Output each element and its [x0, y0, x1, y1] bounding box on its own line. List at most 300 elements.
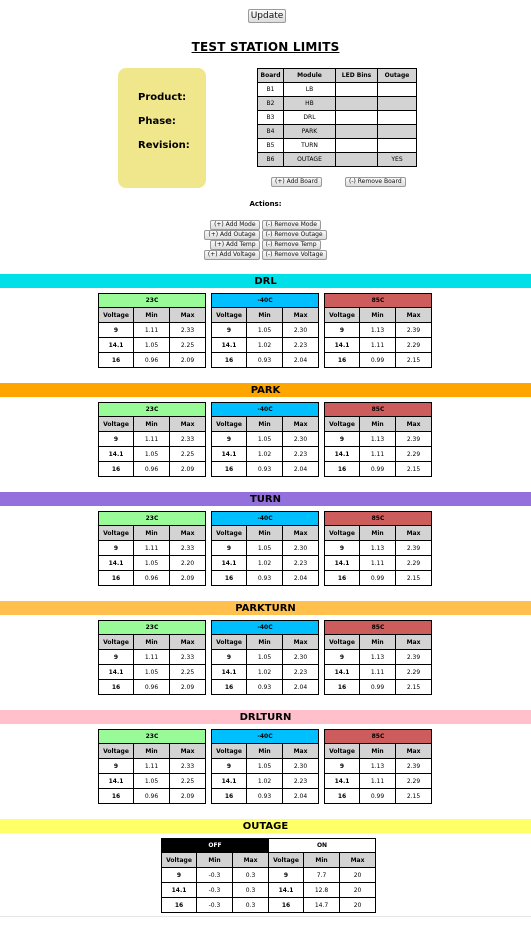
col-voltage: Voltage	[325, 526, 360, 541]
min-cell[interactable]: 1.05	[134, 338, 170, 353]
voltage-cell[interactable]: 16	[325, 680, 360, 695]
column-header-row	[162, 853, 269, 868]
temp-header-row	[212, 621, 319, 635]
col-min: Min	[134, 308, 170, 323]
limits-table-outage-off	[161, 838, 269, 913]
min-cell[interactable]: 1.13	[360, 323, 396, 338]
col-min: Min	[360, 308, 396, 323]
board-led-bins[interactable]	[336, 153, 378, 167]
voltage-cell[interactable]: 16	[162, 898, 197, 913]
max-cell[interactable]: 2.33	[170, 541, 206, 556]
max-cell[interactable]: 2.39	[396, 759, 432, 774]
board-module[interactable]: PARK	[284, 125, 336, 139]
min-cell[interactable]: -0.3	[197, 868, 233, 883]
col-max: Max	[233, 853, 269, 868]
voltage-cell[interactable]: 16	[212, 462, 247, 477]
voltage-cell[interactable]: 16	[99, 571, 134, 586]
voltage-cell[interactable]: 14.1	[325, 774, 360, 789]
max-cell[interactable]: 2.39	[396, 323, 432, 338]
min-cell[interactable]: 0.96	[134, 462, 170, 477]
section-header-park: PARK	[0, 383, 531, 397]
limit-row	[162, 898, 269, 913]
temp-label: 85C	[325, 730, 432, 744]
min-cell[interactable]: 1.05	[247, 323, 283, 338]
voltage-cell[interactable]: 14.1	[162, 883, 197, 898]
min-cell[interactable]: 1.11	[134, 650, 170, 665]
min-cell[interactable]: 0.96	[134, 353, 170, 368]
col-max: Max	[170, 526, 206, 541]
max-cell[interactable]: 2.15	[396, 680, 432, 695]
min-cell[interactable]: 0.93	[247, 462, 283, 477]
voltage-cell[interactable]: 9	[325, 323, 360, 338]
board-outage[interactable]	[378, 139, 417, 153]
limit-row	[325, 462, 432, 477]
temp-label: 85C	[325, 294, 432, 308]
boards-table	[257, 68, 417, 167]
product-label: Product:	[138, 92, 187, 103]
board-outage[interactable]: YES	[378, 153, 417, 167]
update-button[interactable]: Update	[248, 9, 286, 23]
col-max: Max	[283, 417, 319, 432]
col-voltage: Voltage	[99, 417, 134, 432]
min-cell[interactable]: 1.13	[360, 759, 396, 774]
voltage-cell[interactable]: 14.1	[325, 447, 360, 462]
min-cell[interactable]: 1.02	[247, 338, 283, 353]
board-id: B6	[258, 153, 284, 167]
remove-voltage-button[interactable]: (-) Remove Voltage	[262, 250, 328, 260]
board-outage[interactable]	[378, 111, 417, 125]
actions-label: Actions:	[249, 200, 282, 208]
col-voltage: Voltage	[325, 635, 360, 650]
min-cell[interactable]: 1.13	[360, 650, 396, 665]
temp-header-row	[99, 403, 206, 417]
max-cell[interactable]: 2.04	[283, 353, 319, 368]
boards-header-row	[258, 69, 417, 83]
add-temp-button[interactable]: (+) Add Temp	[210, 240, 259, 250]
max-cell[interactable]: 2.30	[283, 432, 319, 447]
voltage-cell[interactable]: 14.1	[99, 338, 134, 353]
max-cell[interactable]: 2.25	[170, 447, 206, 462]
column-header-row	[212, 308, 319, 323]
add-mode-button[interactable]: (+) Add Mode	[210, 220, 260, 230]
max-cell[interactable]: 2.39	[396, 650, 432, 665]
column-header-row	[99, 526, 206, 541]
min-cell[interactable]: 0.99	[360, 353, 396, 368]
max-cell[interactable]: 2.09	[170, 789, 206, 804]
limit-row	[99, 556, 206, 571]
min-cell[interactable]: 1.05	[134, 447, 170, 462]
col-min: Min	[247, 635, 283, 650]
voltage-cell[interactable]: 14.1	[325, 556, 360, 571]
max-cell[interactable]: 2.33	[170, 432, 206, 447]
col-max: Max	[170, 417, 206, 432]
limit-row	[212, 323, 319, 338]
divider	[0, 916, 531, 917]
voltage-cell[interactable]: 9	[212, 323, 247, 338]
limit-row	[325, 338, 432, 353]
max-cell[interactable]: 2.09	[170, 680, 206, 695]
max-cell[interactable]: 2.39	[396, 541, 432, 556]
column-header-row	[99, 417, 206, 432]
max-cell[interactable]: 2.23	[283, 338, 319, 353]
col-max: Max	[170, 635, 206, 650]
voltage-cell[interactable]: 9	[212, 432, 247, 447]
voltage-cell[interactable]: 16	[325, 353, 360, 368]
voltage-cell[interactable]: 9	[99, 432, 134, 447]
min-cell[interactable]: 0.96	[134, 789, 170, 804]
voltage-cell[interactable]: 9	[325, 759, 360, 774]
col-voltage: Voltage	[162, 853, 197, 868]
temp-header-row	[212, 294, 319, 308]
min-cell[interactable]: 1.11	[134, 323, 170, 338]
voltage-cell[interactable]: 14.1	[212, 774, 247, 789]
voltage-cell[interactable]: 14.1	[325, 338, 360, 353]
max-cell[interactable]: 2.29	[396, 774, 432, 789]
min-cell[interactable]: 1.02	[247, 447, 283, 462]
voltage-cell[interactable]: 14.1	[212, 447, 247, 462]
limit-row	[99, 665, 206, 680]
col-voltage: Voltage	[212, 744, 247, 759]
remove-outage-button[interactable]: (-) Remove Outage	[262, 230, 327, 240]
min-cell[interactable]: 0.96	[134, 571, 170, 586]
voltage-cell[interactable]: 14.1	[99, 665, 134, 680]
limit-row	[212, 789, 319, 804]
col-max: Max	[396, 417, 432, 432]
limit-row	[212, 680, 319, 695]
board-outage[interactable]	[378, 83, 417, 97]
max-cell[interactable]: 2.15	[396, 353, 432, 368]
voltage-cell[interactable]: 14.1	[99, 556, 134, 571]
voltage-cell[interactable]: 9	[99, 323, 134, 338]
voltage-cell[interactable]: 16	[212, 571, 247, 586]
temp-header-row	[212, 512, 319, 526]
col-min: Min	[247, 308, 283, 323]
min-cell[interactable]: 7.7	[304, 868, 340, 883]
limit-row	[325, 556, 432, 571]
limit-row	[212, 462, 319, 477]
limit-row	[325, 353, 432, 368]
column-header-row	[325, 417, 432, 432]
col-min: Min	[247, 417, 283, 432]
remove-board-button[interactable]: (-) Remove Board	[345, 177, 406, 187]
col-voltage: Voltage	[325, 308, 360, 323]
board-id: B2	[258, 97, 284, 111]
col-min: Min	[360, 744, 396, 759]
limit-row	[212, 759, 319, 774]
col-min: Min	[247, 526, 283, 541]
min-cell[interactable]: 1.11	[360, 556, 396, 571]
voltage-cell[interactable]: 14.1	[99, 447, 134, 462]
page-title: TEST STATION LIMITS	[191, 40, 340, 54]
min-cell[interactable]: 0.93	[247, 571, 283, 586]
limit-row	[325, 323, 432, 338]
col-max: Max	[170, 308, 206, 323]
limits-table-drlturn-85c	[324, 729, 432, 804]
min-cell[interactable]: 0.99	[360, 571, 396, 586]
max-cell[interactable]: 0.3	[233, 898, 269, 913]
board-module[interactable]: HB	[284, 97, 336, 111]
add-board-button[interactable]: (+) Add Board	[271, 177, 322, 187]
boards-col-outage: Outage	[378, 69, 417, 83]
limit-row	[99, 789, 206, 804]
board-led-bins[interactable]	[336, 97, 378, 111]
col-voltage: Voltage	[269, 853, 304, 868]
max-cell[interactable]: 2.30	[283, 650, 319, 665]
temp-header-row	[99, 512, 206, 526]
max-cell[interactable]: 2.23	[283, 556, 319, 571]
boards-col-module: Module	[284, 69, 336, 83]
voltage-cell[interactable]: 9	[99, 650, 134, 665]
min-cell[interactable]: 1.11	[360, 665, 396, 680]
voltage-cell[interactable]: 9	[99, 541, 134, 556]
voltage-cell[interactable]: 16	[99, 353, 134, 368]
min-cell[interactable]: 1.11	[134, 759, 170, 774]
max-cell[interactable]: 2.29	[396, 338, 432, 353]
min-cell[interactable]: 1.05	[247, 541, 283, 556]
max-cell[interactable]: 0.3	[233, 883, 269, 898]
section-header-drlturn: DRLTURN	[0, 710, 531, 724]
remove-mode-button[interactable]: (-) Remove Mode	[262, 220, 321, 230]
limit-row	[162, 883, 269, 898]
min-cell[interactable]: 1.02	[247, 665, 283, 680]
limit-row	[99, 353, 206, 368]
min-cell[interactable]: 12.8	[304, 883, 340, 898]
temp-label: 23C	[99, 621, 206, 635]
temp-label: 23C	[99, 294, 206, 308]
limit-row	[325, 665, 432, 680]
add-outage-button[interactable]: (+) Add Outage	[204, 230, 259, 240]
voltage-cell[interactable]: 9	[212, 650, 247, 665]
max-cell[interactable]: 2.23	[283, 447, 319, 462]
min-cell[interactable]: 1.05	[247, 650, 283, 665]
voltage-cell[interactable]: 14.1	[325, 665, 360, 680]
product-info-card	[118, 68, 206, 188]
voltage-cell[interactable]: 16	[325, 789, 360, 804]
limits-table-drl-minus40c	[211, 293, 319, 368]
temp-header-row	[99, 730, 206, 744]
min-cell[interactable]: 1.11	[360, 774, 396, 789]
max-cell[interactable]: 2.30	[283, 759, 319, 774]
limit-row	[212, 774, 319, 789]
min-cell[interactable]: 1.05	[247, 759, 283, 774]
max-cell[interactable]: 2.29	[396, 556, 432, 571]
voltage-cell[interactable]: 16	[99, 680, 134, 695]
max-cell[interactable]: 20	[340, 883, 376, 898]
col-voltage: Voltage	[99, 526, 134, 541]
min-cell[interactable]: 0.93	[247, 353, 283, 368]
limits-table-turn-23c	[98, 511, 206, 586]
col-min: Min	[134, 635, 170, 650]
temp-label: 23C	[99, 512, 206, 526]
limit-row	[99, 759, 206, 774]
max-cell[interactable]: 2.09	[170, 353, 206, 368]
voltage-cell[interactable]: 16	[212, 353, 247, 368]
board-id: B5	[258, 139, 284, 153]
column-header-row	[99, 744, 206, 759]
min-cell[interactable]: 0.99	[360, 680, 396, 695]
min-cell[interactable]: 1.02	[247, 774, 283, 789]
board-row	[258, 125, 417, 139]
add-voltage-button[interactable]: (+) Add Voltage	[204, 250, 260, 260]
voltage-cell[interactable]: 9	[325, 650, 360, 665]
voltage-cell[interactable]: 16	[212, 680, 247, 695]
col-min: Min	[134, 526, 170, 541]
col-min: Min	[134, 744, 170, 759]
voltage-cell[interactable]: 9	[325, 541, 360, 556]
max-cell[interactable]: 2.20	[170, 556, 206, 571]
board-module[interactable]: TURN	[284, 139, 336, 153]
limits-table-drl-23c	[98, 293, 206, 368]
min-cell[interactable]: -0.3	[197, 883, 233, 898]
voltage-cell[interactable]: 16	[325, 571, 360, 586]
limit-row	[99, 541, 206, 556]
boards-col-led-bins: LED Bins	[336, 69, 378, 83]
voltage-cell[interactable]: 16	[99, 789, 134, 804]
max-cell[interactable]: 2.30	[283, 541, 319, 556]
voltage-cell[interactable]: 14.1	[212, 556, 247, 571]
outage-actions	[0, 230, 531, 240]
revision-label: Revision:	[138, 140, 190, 151]
section-header-parkturn: PARKTURN	[0, 601, 531, 615]
limit-row	[212, 447, 319, 462]
board-led-bins[interactable]	[336, 111, 378, 125]
min-cell[interactable]: 1.05	[134, 774, 170, 789]
temp-label: 23C	[99, 730, 206, 744]
column-header-row	[99, 635, 206, 650]
min-cell[interactable]: 1.13	[360, 541, 396, 556]
voltage-cell[interactable]: 16	[212, 789, 247, 804]
board-row	[258, 83, 417, 97]
board-led-bins[interactable]	[336, 125, 378, 139]
max-cell[interactable]: 2.29	[396, 665, 432, 680]
min-cell[interactable]: 1.05	[247, 432, 283, 447]
column-header-row	[212, 526, 319, 541]
voltage-cell[interactable]: 16	[269, 898, 304, 913]
max-cell[interactable]: 2.33	[170, 759, 206, 774]
max-cell[interactable]: 2.23	[283, 665, 319, 680]
min-cell[interactable]: 1.02	[247, 556, 283, 571]
min-cell[interactable]: 1.05	[134, 665, 170, 680]
board-led-bins[interactable]	[336, 139, 378, 153]
min-cell[interactable]: 0.99	[360, 462, 396, 477]
max-cell[interactable]: 0.3	[233, 868, 269, 883]
max-cell[interactable]: 2.33	[170, 650, 206, 665]
temp-label: -40C	[212, 512, 319, 526]
min-cell[interactable]: 0.93	[247, 680, 283, 695]
board-led-bins[interactable]	[336, 83, 378, 97]
limits-table-drl-85c	[324, 293, 432, 368]
limits-table-park-85c	[324, 402, 432, 477]
max-cell[interactable]: 2.25	[170, 665, 206, 680]
max-cell[interactable]: 2.15	[396, 462, 432, 477]
max-cell[interactable]: 2.33	[170, 323, 206, 338]
temp-label: -40C	[212, 294, 319, 308]
col-max: Max	[340, 853, 376, 868]
max-cell[interactable]: 2.25	[170, 338, 206, 353]
voltage-cell[interactable]: 16	[325, 462, 360, 477]
temp-label: 85C	[325, 621, 432, 635]
limits-table-turn-85c	[324, 511, 432, 586]
limit-row	[212, 353, 319, 368]
temp-actions	[0, 240, 531, 250]
section-header-outage: OUTAGE	[0, 819, 531, 833]
max-cell[interactable]: 2.09	[170, 571, 206, 586]
col-voltage: Voltage	[99, 635, 134, 650]
voltage-cell[interactable]: 14.1	[99, 774, 134, 789]
min-cell[interactable]: 1.11	[134, 541, 170, 556]
col-max: Max	[396, 308, 432, 323]
board-module[interactable]: LB	[284, 83, 336, 97]
temp-label: 85C	[325, 403, 432, 417]
voltage-cell[interactable]: 9	[99, 759, 134, 774]
limit-row	[269, 883, 376, 898]
col-max: Max	[283, 744, 319, 759]
max-cell[interactable]: 2.04	[283, 462, 319, 477]
max-cell[interactable]: 2.04	[283, 571, 319, 586]
limits-table-outage-on	[268, 838, 376, 913]
column-header-row	[212, 744, 319, 759]
limit-row	[212, 650, 319, 665]
col-max: Max	[396, 635, 432, 650]
board-row	[258, 139, 417, 153]
board-module[interactable]: DRL	[284, 111, 336, 125]
min-cell[interactable]: 14.7	[304, 898, 340, 913]
board-outage[interactable]	[378, 97, 417, 111]
min-cell[interactable]: 0.93	[247, 789, 283, 804]
column-header-row	[212, 635, 319, 650]
max-cell[interactable]: 20	[340, 868, 376, 883]
min-cell[interactable]: -0.3	[197, 898, 233, 913]
voltage-cell[interactable]: 9	[325, 432, 360, 447]
min-cell[interactable]: 1.11	[360, 447, 396, 462]
max-cell[interactable]: 2.30	[283, 323, 319, 338]
min-cell[interactable]: 1.13	[360, 432, 396, 447]
board-outage[interactable]	[378, 125, 417, 139]
max-cell[interactable]: 2.15	[396, 789, 432, 804]
max-cell[interactable]: 2.04	[283, 789, 319, 804]
board-id: B3	[258, 111, 284, 125]
max-cell[interactable]: 2.04	[283, 680, 319, 695]
voltage-cell[interactable]: 14.1	[269, 883, 304, 898]
col-min: Min	[360, 526, 396, 541]
limits-table-drlturn-23c	[98, 729, 206, 804]
voltage-cell[interactable]: 14.1	[212, 338, 247, 353]
max-cell[interactable]: 2.25	[170, 774, 206, 789]
col-min: Min	[360, 635, 396, 650]
voltage-cell[interactable]: 9	[162, 868, 197, 883]
min-cell[interactable]: 0.99	[360, 789, 396, 804]
min-cell[interactable]: 1.11	[134, 432, 170, 447]
voltage-cell[interactable]: 16	[99, 462, 134, 477]
voltage-cell[interactable]: 9	[269, 868, 304, 883]
remove-temp-button[interactable]: (-) Remove Temp	[262, 240, 321, 250]
max-cell[interactable]: 2.29	[396, 447, 432, 462]
max-cell[interactable]: 2.39	[396, 432, 432, 447]
min-cell[interactable]: 1.11	[360, 338, 396, 353]
voltage-cell[interactable]: 9	[212, 541, 247, 556]
max-cell[interactable]: 20	[340, 898, 376, 913]
min-cell[interactable]: 0.96	[134, 680, 170, 695]
voltage-cell[interactable]: 9	[212, 759, 247, 774]
temp-header-row	[325, 730, 432, 744]
temp-label: OFF	[162, 839, 269, 853]
voltage-cell[interactable]: 14.1	[212, 665, 247, 680]
min-cell[interactable]: 1.05	[134, 556, 170, 571]
max-cell[interactable]: 2.15	[396, 571, 432, 586]
max-cell[interactable]: 2.09	[170, 462, 206, 477]
board-module[interactable]: OUTAGE	[284, 153, 336, 167]
max-cell[interactable]: 2.23	[283, 774, 319, 789]
